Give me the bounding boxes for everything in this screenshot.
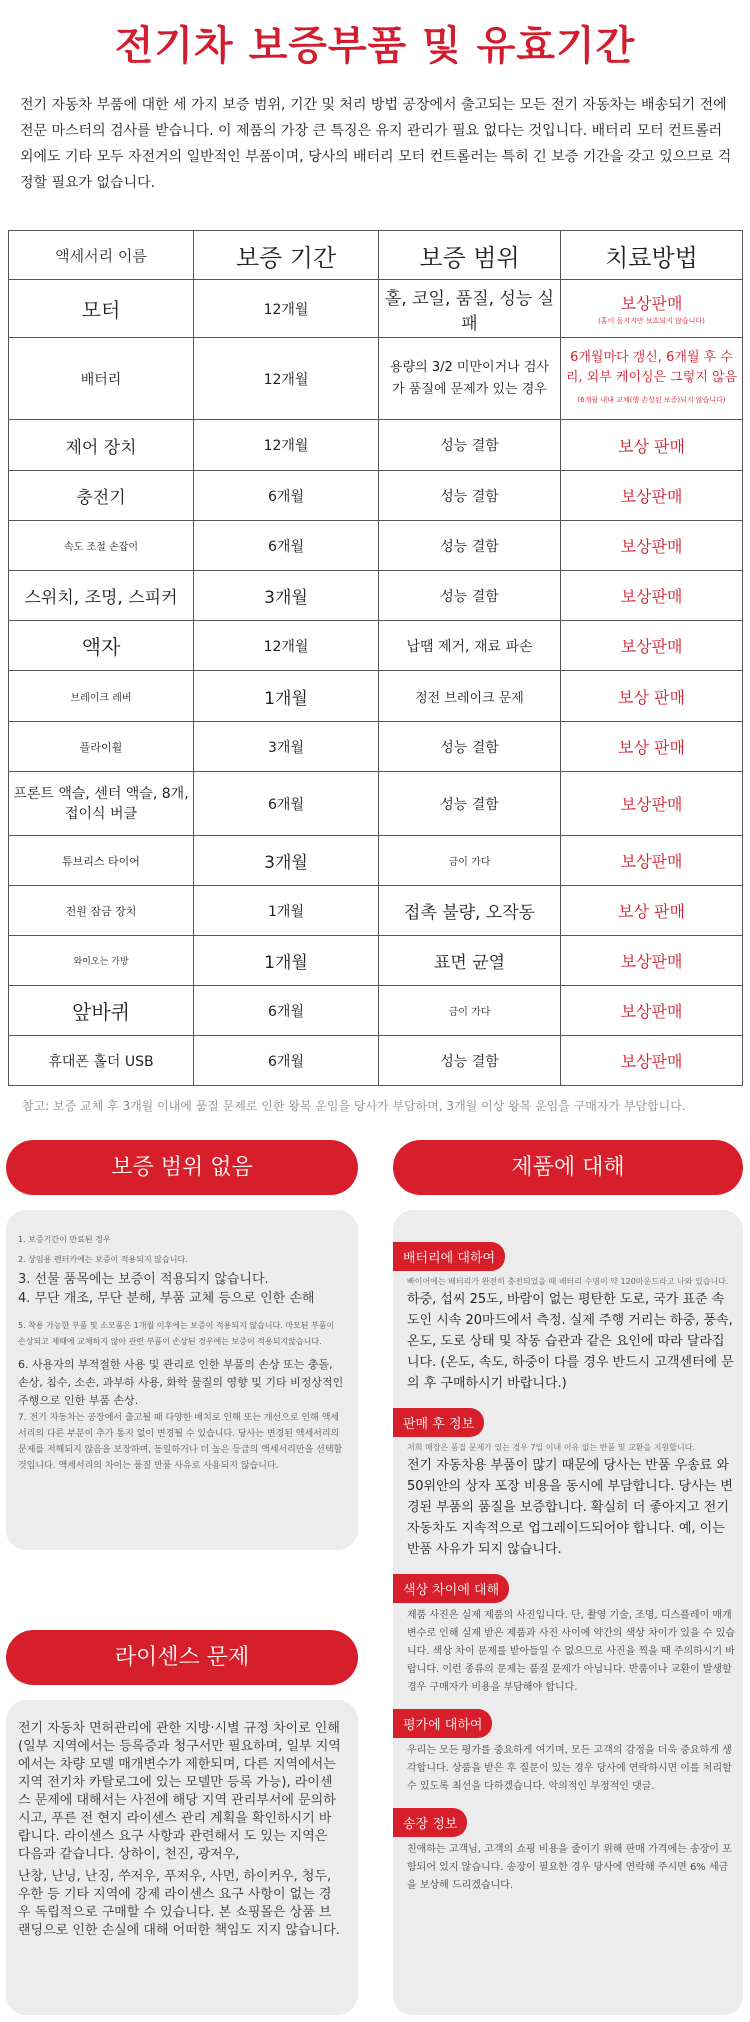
table-row bbox=[9, 886, 743, 936]
section-small-text: 빠이어에는 배터리가 완전히 충전되었을 때 배터리 수명이 약 120마운드라고 나와 있습니다. bbox=[407, 1277, 729, 1286]
section-invoice bbox=[403, 1796, 735, 1895]
cell-treatment: 보상판매 bbox=[561, 936, 743, 986]
cell-name: 브레이크 레버 bbox=[9, 671, 194, 722]
cell-period: 12개월 bbox=[194, 280, 379, 338]
cell-treatment: 보상판매 bbox=[561, 571, 743, 621]
about-product-banner: 제품에 대해 bbox=[393, 1140, 743, 1195]
cell-name: 프론트 액슬, 센터 액슬, 8개, 접이식 버클 bbox=[9, 772, 194, 836]
section-tag: 평가에 대하여 bbox=[393, 1709, 492, 1738]
cell-scope: 성능 결함 bbox=[379, 772, 561, 836]
cell-scope: 성능 결함 bbox=[379, 571, 561, 621]
treatment-text: 보상판매 bbox=[620, 294, 683, 313]
cell-period: 12개월 bbox=[194, 338, 379, 420]
cell-period: 6개월 bbox=[194, 986, 379, 1036]
cell-period: 6개월 bbox=[194, 772, 379, 836]
section-reviews bbox=[403, 1697, 735, 1796]
section-battery bbox=[403, 1234, 735, 1394]
cell-treatment: 보상판매 bbox=[561, 772, 743, 836]
cell-name: 전원 잠금 장치 bbox=[9, 886, 194, 936]
section-color-difference bbox=[403, 1560, 735, 1697]
cell-name: 튜브리스 타이어 bbox=[9, 836, 194, 886]
cell-name: 액자 bbox=[9, 621, 194, 671]
section-tag: 색상 차이에 대해 bbox=[393, 1574, 509, 1603]
list-item: 7. 전기 자동차는 공장에서 출고될 때 다양한 배치로 인해 또는 개선으로 인해 액세서리의 다른 부분이 추가 통지 없이 변경될 수 있습니다. 당사는 변경된 액세서리의 문제를 저해되지 않음을 보장하며, 동일하거나 더 높은 등급의 액세서리만을 선택할 것입니다. 액세서리의 차이는 품질 반품 사유로 사용되지 않습니다. bbox=[18, 1413, 343, 1471]
license-panel bbox=[6, 1700, 358, 2015]
section-text: 제품 사진은 실제 제품의 사진입니다. 단, 촬영 기술, 조명, 디스플레이 매개 변수로 인해 실제 받은 제품과 사진 사이에 약간의 색상 차이가 있을 수 있습니다. 색상 차이 문제를 받아들일 수 없으므로 사진을 찍을 때 주의하시기 바랍니다. 이런 종류의 문제는 품질 문제가 아닙니다. 반품이나 교환이 발생할 경우 구매자가 비용을 부담해야 합니다. bbox=[407, 1610, 735, 1693]
cell-treatment: 보상 판매 bbox=[561, 722, 743, 772]
header-accessory-name: 액세서리 이름 bbox=[9, 231, 194, 280]
treatment-subnote: (홀이 돌지지만 보호되지 않습니다) bbox=[598, 317, 705, 325]
list-item: 6. 사용자의 부적절한 사용 및 관리로 인한 부품의 손상 또는 충돌, 손상, 침수, 소손, 과부하 사용, 화학 물질의 영향 및 기타 비정상적인 주행으로 인한 부품 손상. bbox=[18, 1358, 344, 1407]
table-row bbox=[9, 671, 743, 722]
header-treatment: 치료방법 bbox=[561, 231, 743, 280]
table-row bbox=[9, 471, 743, 521]
cell-period: 12개월 bbox=[194, 420, 379, 471]
list-item: 3. 선물 품목에는 보증이 적용되지 않습니다. bbox=[18, 1272, 269, 1287]
cell-name: 앞바퀴 bbox=[9, 986, 194, 1036]
cell-period: 6개월 bbox=[194, 521, 379, 571]
cell-scope: 표면 균열 bbox=[379, 936, 561, 986]
header-warranty-period: 보증 기간 bbox=[194, 231, 379, 280]
cell-period: 6개월 bbox=[194, 1036, 379, 1086]
cell-treatment: 보상판매 bbox=[561, 521, 743, 571]
no-warranty-banner: 보증 범위 없음 bbox=[6, 1140, 358, 1195]
cell-name: 와이오는 가방 bbox=[9, 936, 194, 986]
table-row bbox=[9, 936, 743, 986]
cell-treatment bbox=[561, 338, 743, 420]
table-header-row bbox=[9, 231, 743, 280]
cell-scope: 성능 결함 bbox=[379, 722, 561, 772]
cell-period: 1개월 bbox=[194, 671, 379, 722]
table-row bbox=[9, 420, 743, 471]
cell-treatment: 보상판매 bbox=[561, 986, 743, 1036]
page-title: 전기차 보증부품 및 유효기간 bbox=[114, 23, 636, 69]
list-item: 1. 보증기간이 만료된 경우 bbox=[18, 1235, 111, 1244]
license-text: 전기 자동차 면허관리에 관한 지방·시별 규정 차이로 인해 (일부 지역에서는 등록증과 청구서만 필요하며, 일부 지역에서는 차량 모델 매개변수가 제한되며, 다른 지역에서는 지역 전기차 카탈로그에 있는 모델만 등록 가능), 라이센스 문제에 대해서는 사전에 해당 지역 관리부서에 문의하시고, 푸른 전 현지 라이센스 관리 계획을 확인하시기 바랍니다. 라이센스 요구 사항과 관련해서 도 있는 지역은 다음과 같습니다. 상하이, 천진, 광저우, bbox=[18, 1721, 341, 1862]
cell-scope: 홀, 코일, 품질, 성능 실패 bbox=[379, 280, 561, 338]
table-row bbox=[9, 280, 743, 338]
cell-name: 모터 bbox=[9, 280, 194, 338]
cell-name: 휴대폰 홀더 USB bbox=[9, 1036, 194, 1086]
cell-scope: 성능 결함 bbox=[379, 420, 561, 471]
cell-period: 3개월 bbox=[194, 836, 379, 886]
cell-scope: 성능 결함 bbox=[379, 1036, 561, 1086]
table-row bbox=[9, 986, 743, 1036]
cell-treatment bbox=[561, 280, 743, 338]
section-small-text: 저희 매장은 품질 문제가 있는 경우 7일 이내 이유 없는 반품 및 교환을 지원합니다. bbox=[407, 1443, 695, 1452]
table-row bbox=[9, 836, 743, 886]
cell-name: 플라이휠 bbox=[9, 722, 194, 772]
list-item: 5. 착용 가능한 부품 및 소모품은 1개월 이후에는 보증이 적용되지 않습니다. 마모된 부품이 손상되고 제때에 교체하지 않아 관련 부품이 손상된 경우에는 보증이 적용되지않습니다. bbox=[18, 1321, 335, 1346]
cell-treatment: 보상판매 bbox=[561, 836, 743, 886]
table-row bbox=[9, 571, 743, 621]
section-tag: 배터리에 대하여 bbox=[393, 1242, 505, 1271]
header-warranty-scope: 보증 범위 bbox=[379, 231, 561, 280]
cell-name: 제어 장치 bbox=[9, 420, 194, 471]
cell-period: 3개월 bbox=[194, 722, 379, 772]
table-row bbox=[9, 338, 743, 420]
table-row bbox=[9, 621, 743, 671]
table-row bbox=[9, 1036, 743, 1086]
list-item: 4. 무단 개조, 무단 분해, 부품 교체 등으로 인한 손해 bbox=[18, 1291, 315, 1306]
cell-scope: 납땜 제거, 재료 파손 bbox=[379, 621, 561, 671]
cell-period: 6개월 bbox=[194, 471, 379, 521]
cell-period: 12개월 bbox=[194, 621, 379, 671]
cell-name: 충전기 bbox=[9, 471, 194, 521]
table-row bbox=[9, 521, 743, 571]
warranty-table bbox=[8, 230, 743, 1086]
cell-period: 3개월 bbox=[194, 571, 379, 621]
cell-scope: 금이 가다 bbox=[379, 836, 561, 886]
about-product-panel bbox=[393, 1210, 743, 2015]
cell-name: 배터리 bbox=[9, 338, 194, 420]
cell-treatment: 보상 판매 bbox=[561, 420, 743, 471]
table-row bbox=[9, 722, 743, 772]
cell-period: 1개월 bbox=[194, 936, 379, 986]
cell-scope: 성능 결함 bbox=[379, 521, 561, 571]
list-item: 2. 상임용 렌터카에는 보증이 적용되지 않습니다. bbox=[18, 1255, 188, 1264]
no-warranty-panel bbox=[6, 1210, 358, 1550]
section-text: 하중, 섭씨 25도, 바람이 없는 평탄한 도로, 국가 표준 속도인 시속 20마드에서 측정. 실제 주행 거리는 하중, 풍속, 온도, 도로 상태 및 작동 습관과 같은 요인에 따라 달라집니다. (온도, 속도, 하중이 다를 경우 반드시 고객센터에 문의 후 구매하시기 바랍니다.) bbox=[407, 1292, 734, 1391]
section-text: 우리는 모든 평가를 중요하게 여기며, 모든 고객의 감정을 더욱 중요하게 생각합니다. 상품을 받은 후 질문이 있는 경우 당사에 연락하시면 이를 처리할 수 있도록 최선을 다하겠습니다. 악의적인 부정적인 댓글. bbox=[407, 1745, 732, 1792]
cell-name: 속도 조절 손잡이 bbox=[9, 521, 194, 571]
cell-scope: 성능 결함 bbox=[379, 471, 561, 521]
cell-treatment: 보상판매 bbox=[561, 471, 743, 521]
cell-treatment: 보상 판매 bbox=[561, 886, 743, 936]
cell-treatment: 보상판매 bbox=[561, 1036, 743, 1086]
license-banner: 라이센스 문제 bbox=[6, 1630, 358, 1685]
intro-paragraph: 전기 자동차 부품에 대한 세 가지 보증 범위, 기간 및 처리 방법 공장에서 출고되는 모든 전기 자동차는 배송되기 전에 전문 마스터의 검사를 받습니다. 이 제품의 가장 큰 특징은 유지 관리가 필요 없다는 것입니다. 배터리 모터 컨트롤러 외에도 기타 모두 자전거의 일반적인 부품이며, 당사의 배터리 모터 컨트롤러는 특히 긴 보증 기간을 갖고 있으므로 걱정할 필요가 없습니다. bbox=[20, 97, 732, 191]
section-text: 친애하는 고객님, 고객의 쇼핑 비용을 줄이기 위해 판매 가격에는 송장이 포함되어 있지 않습니다. 송장이 필요한 경우 당사에 연락해 주시면 6% 세금을 보상해 드리겠습니다. bbox=[407, 1844, 732, 1891]
treatment-subnote: (6개월 내내 교체(행 손상된 보증)되지 않습니다) bbox=[577, 395, 726, 404]
section-after-sales bbox=[403, 1394, 735, 1560]
section-tag: 송장 정보 bbox=[393, 1808, 467, 1837]
cell-scope: 금이 가다 bbox=[379, 986, 561, 1036]
treatment-text: 6개월마다 갱신, 6개월 후 수리, 외부 케이싱은 그렇지 않음 bbox=[565, 349, 738, 385]
cell-scope: 용량의 3/2 미만이거나 검사 가 품질에 문제가 있는 경우 bbox=[379, 338, 561, 420]
section-text: 전기 자동차용 부품이 많기 때문에 당사는 반품 우송료 와 50위안의 상자 포장 비용을 동시에 부담합니다. 당사는 변경된 부품의 품질을 보증합니다. 확실히 더 좋아지고 전기 자동차도 지속적으로 업그레이드되어야 합니다. 예, 이는 반품 사유가 되지 않습니다. bbox=[407, 1458, 733, 1557]
cell-treatment: 보상 판매 bbox=[561, 671, 743, 722]
cell-name: 스위치, 조명, 스피커 bbox=[9, 571, 194, 621]
table-row bbox=[9, 772, 743, 836]
cell-scope: 접촉 불량, 오작동 bbox=[379, 886, 561, 936]
shipping-note: 참고: 보증 교체 후 3개월 이내에 품질 문제로 인한 왕복 운임을 당사가 부담하며, 3개월 이상 왕복 운임을 구매자가 부담합니다. bbox=[22, 1099, 686, 1113]
cell-treatment: 보상판매 bbox=[561, 621, 743, 671]
cell-scope: 정전 브레이크 문제 bbox=[379, 671, 561, 722]
section-tag: 판매 후 정보 bbox=[393, 1408, 484, 1437]
cell-period: 1개월 bbox=[194, 886, 379, 936]
license-text: 난창, 난닝, 난징, 쑤저우, 푸저우, 사먼, 하이커우, 청두, 우한 등 기타 지역에 강제 라이센스 요구 사항이 없는 경우 독립적으로 구매할 수 있습니다. 본 쇼핑몰은 상품 브랜딩으로 인한 손실에 대해 어떠한 책임도 지지 않습니다. bbox=[18, 1869, 340, 1938]
